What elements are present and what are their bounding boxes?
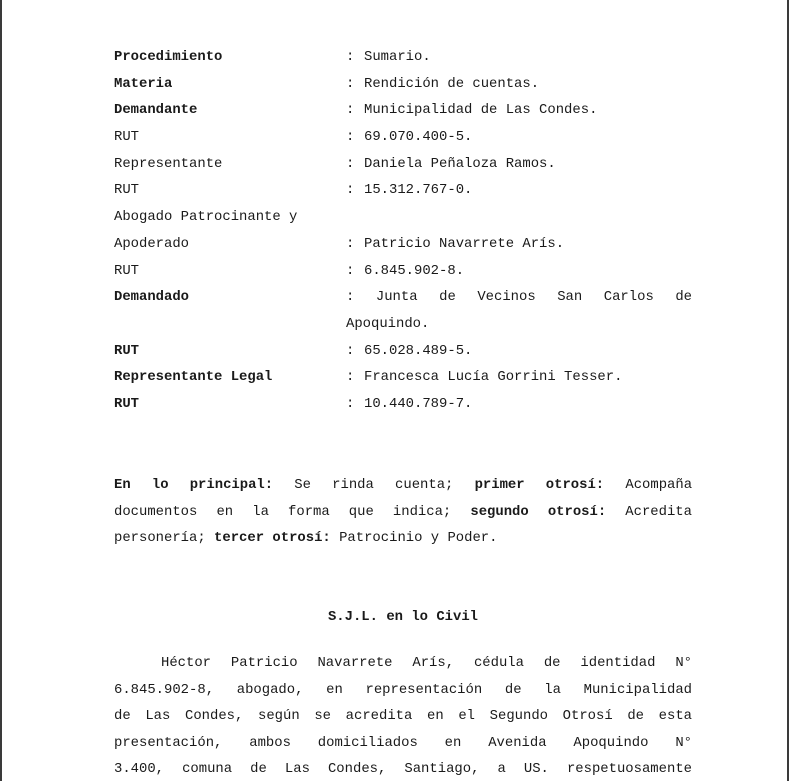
caption-value [346, 284, 692, 311]
caption-row-materia [114, 71, 694, 98]
caption-colon: : [346, 262, 355, 279]
caption-colon: : [346, 289, 355, 306]
caption-value-text: Junta de Vecinos San Carlos de [375, 289, 692, 306]
caption-row-procedimiento [114, 44, 694, 71]
caption-label: Representante [114, 155, 223, 172]
suma-otrosi2-text-cont: personería; [114, 530, 206, 547]
caption-colon: : [346, 369, 355, 386]
caption-row-representante [114, 151, 694, 178]
caption-row-rut-demandante [114, 124, 694, 151]
suma-otrosi1-label: primer otrosí: [474, 477, 605, 493]
suma-otrosi3-label: tercer otrosí: [214, 530, 331, 547]
caption-label: Representante Legal [114, 369, 273, 386]
body-line: 6.845.902-8, abogado, en representación de la Municipalidad [114, 681, 692, 698]
caption-value: 15.312.767-0. [364, 182, 473, 199]
caption-label: RUT [114, 129, 140, 146]
caption-value: Patricio Navarrete Arís. [364, 235, 565, 252]
suma-line [114, 499, 692, 526]
body-line: de Las Condes, según se acredita en el Segundo Otrosí de esta [114, 708, 692, 725]
caption-label: RUT [114, 395, 140, 412]
caption-label: RUT [114, 262, 140, 279]
caption-label: Demandado [114, 289, 190, 306]
caption-row-demandado-cont [114, 311, 694, 338]
caption-value: Rendición de cuentas. [364, 75, 540, 92]
caption-row-rut-representante [114, 177, 694, 204]
case-caption [114, 44, 694, 418]
court-heading: S.J.L. en lo Civil [327, 609, 479, 625]
caption-row-rut-representante-legal [114, 391, 694, 418]
caption-value: Sumario. [364, 49, 431, 65]
suma-line [114, 525, 692, 552]
caption-colon: : [346, 235, 355, 252]
caption-colon: : [346, 395, 355, 412]
caption-value: Daniela Peñaloza Ramos. [364, 155, 556, 172]
caption-row-rut-demandado [114, 338, 694, 365]
caption-row-representante-legal [114, 364, 694, 391]
body-line: Héctor Patricio Navarrete Arís, cédula de identidad N° [161, 655, 692, 671]
suma-otrosi1-text-cont: documentos en la forma que indica; [114, 503, 452, 520]
suma-principal-label: En lo principal: [114, 477, 274, 493]
caption-colon: : [346, 182, 355, 199]
caption-value: 10.440.789-7. [364, 395, 473, 412]
caption-colon: : [346, 102, 355, 119]
caption-row-apoderado [114, 231, 694, 258]
caption-colon: : [346, 155, 355, 172]
body-line: 3.400, comuna de Las Condes, Santiago, a US. respetuosamente [114, 761, 692, 778]
caption-colon: : [346, 129, 355, 146]
suma-line [114, 472, 692, 499]
caption-label: Materia [114, 75, 173, 92]
body-paragraph [114, 650, 692, 783]
caption-value-continuation: Apoquindo. [346, 315, 430, 332]
suma-otrosi3-text: Patrocinio y Poder. [339, 530, 498, 547]
caption-label: RUT [114, 342, 140, 359]
suma-otrosi2-label: segundo otrosí: [470, 503, 607, 520]
caption-label: Procedimiento [114, 49, 223, 65]
caption-value: Francesca Lucía Gorrini Tesser. [364, 369, 623, 386]
caption-row-demandante [114, 97, 694, 124]
caption-label: Demandante [114, 102, 198, 119]
caption-value: 69.070.400-5. [364, 129, 473, 146]
suma-otrosi1-text: Acompaña [625, 477, 693, 493]
caption-label: RUT [114, 182, 140, 199]
caption-value: 65.028.489-5. [364, 342, 473, 359]
caption-row-abogado [114, 204, 694, 231]
caption-row-demandado [114, 284, 694, 311]
caption-colon: : [346, 49, 355, 65]
caption-value: Municipalidad de Las Condes. [364, 102, 598, 119]
caption-colon: : [346, 342, 355, 359]
suma-block [114, 472, 692, 552]
suma-principal-text: Se rinda cuenta; [294, 477, 454, 493]
body-line: presentación, ambos domiciliados en Avenida Apoquindo N° [114, 734, 692, 751]
caption-colon: : [346, 75, 355, 92]
suma-otrosi2-text: Acredita [625, 503, 692, 520]
caption-label: Apoderado [114, 235, 190, 252]
caption-row-rut-apoderado [114, 258, 694, 285]
caption-label: Abogado Patrocinante y [114, 209, 298, 226]
caption-value: 6.845.902-8. [364, 262, 465, 279]
